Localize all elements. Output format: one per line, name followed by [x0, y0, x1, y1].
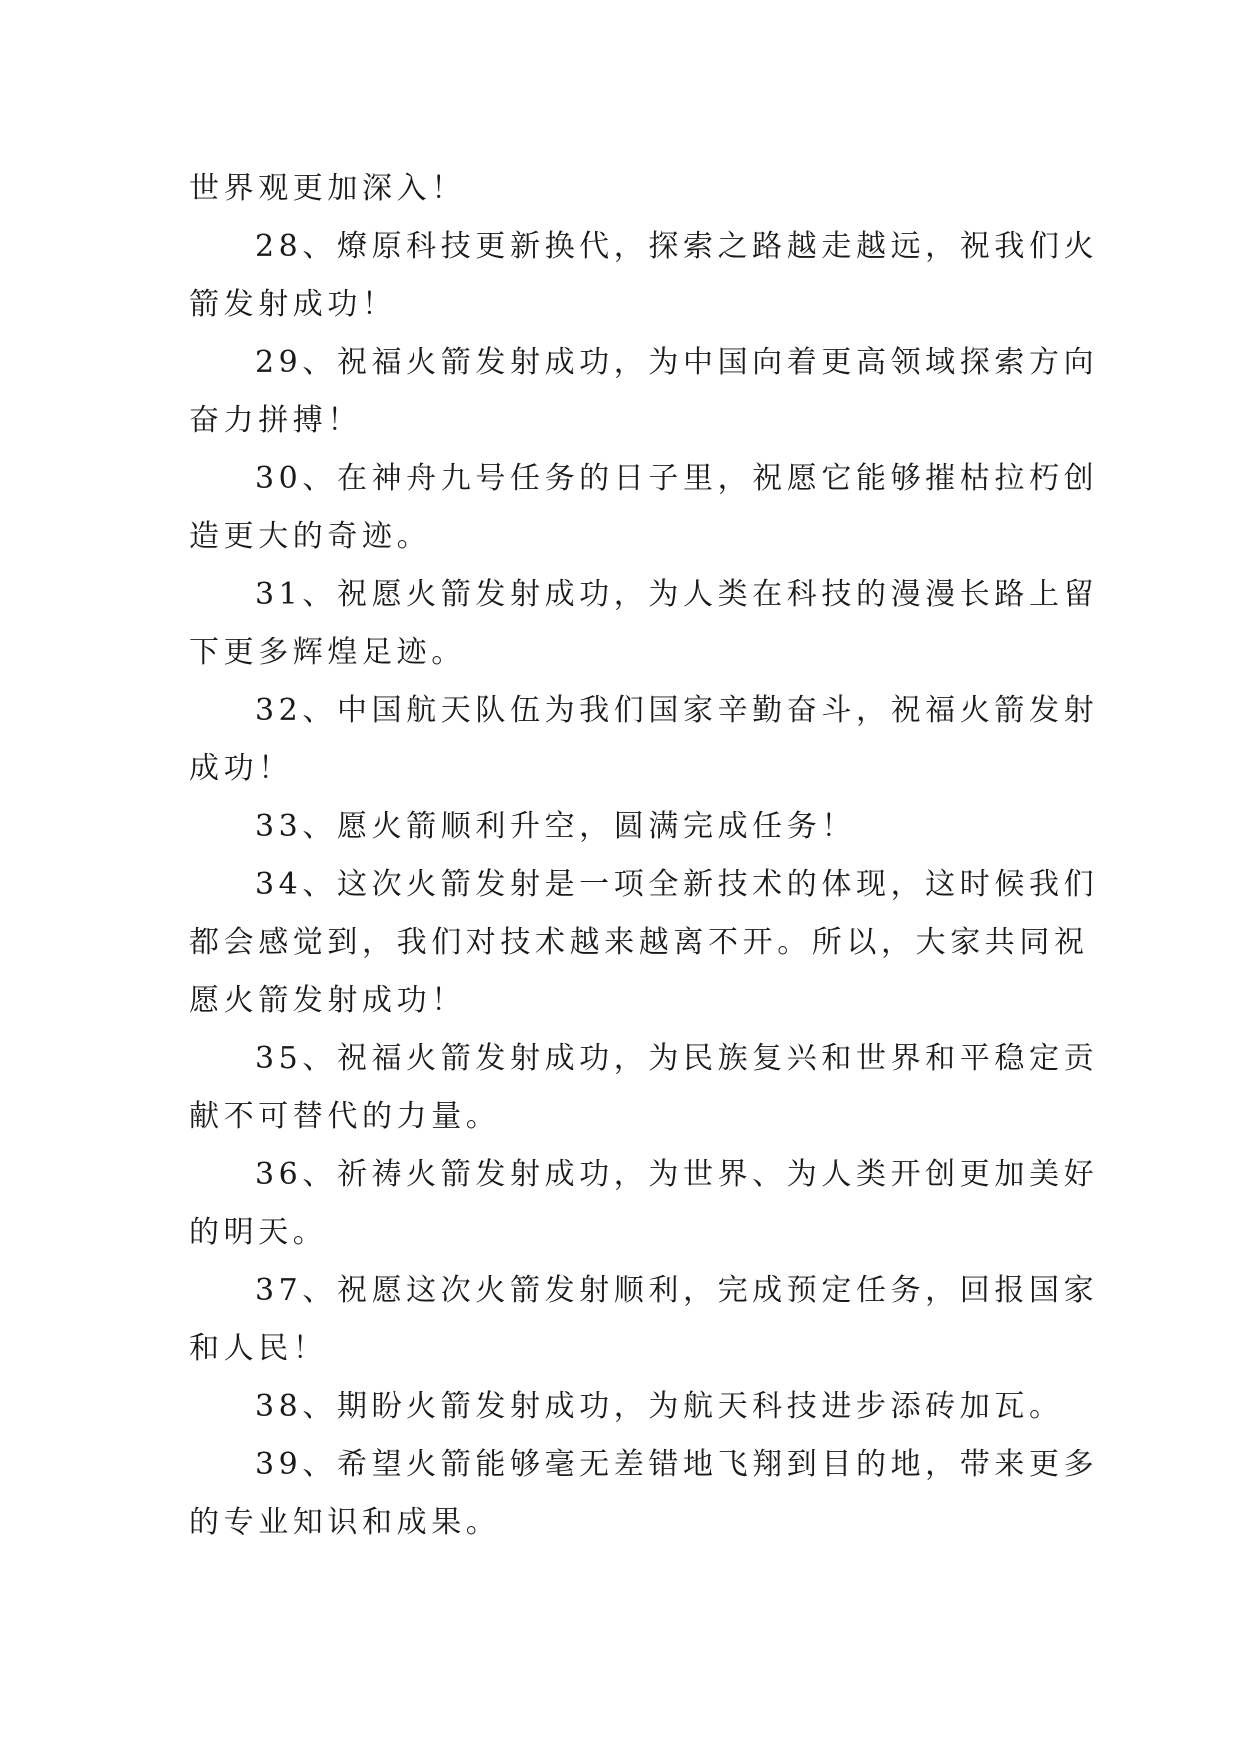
- text-line: 33、愿火箭顺利升空，圆满完成任务！: [255, 809, 856, 844]
- text-line: 都会感觉到，我们对技术越来越离不开。所以，大家共同祝: [189, 925, 1089, 960]
- text-line: 39、希望火箭能够毫无差错地飞翔到目的地，带来更多: [255, 1447, 1099, 1482]
- text-line: 献不可替代的力量。: [189, 1099, 501, 1134]
- text-line: 35、祝福火箭发射成功，为民族复兴和世界和平稳定贡: [255, 1041, 1099, 1076]
- text-line: 30、在神舟九号任务的日子里，祝愿它能够摧枯拉朽创: [255, 461, 1099, 496]
- text-line: 32、中国航天队伍为我们国家辛勤奋斗，祝福火箭发射: [255, 693, 1099, 728]
- text-line: 箭发射成功！: [189, 287, 397, 322]
- text-line: 成功！: [189, 751, 293, 786]
- text-line: 28、燎原科技更新换代，探索之路越走越远，祝我们火: [255, 229, 1099, 264]
- text-line: 37、祝愿这次火箭发射顺利，完成预定任务，回报国家: [255, 1273, 1099, 1308]
- text-line: 世界观更加深入！: [189, 171, 466, 206]
- text-line: 31、祝愿火箭发射成功，为人类在科技的漫漫长路上留: [255, 577, 1099, 612]
- text-line: 奋力拼搏！: [189, 403, 362, 438]
- text-line: 38、期盼火箭发射成功，为航天科技进步添砖加瓦。: [255, 1389, 1064, 1424]
- text-line: 造更大的奇迹。: [189, 519, 432, 554]
- text-line: 的明天。: [189, 1215, 328, 1250]
- text-line: 36、祈祷火箭发射成功，为世界、为人类开创更加美好: [255, 1157, 1099, 1192]
- document-body: [189, 160, 1099, 1552]
- text-line: 愿火箭发射成功！: [189, 983, 466, 1018]
- text-line: 和人民！: [189, 1331, 328, 1366]
- text-line: 34、这次火箭发射是一项全新技术的体现，这时候我们: [255, 867, 1099, 902]
- text-line: 29、祝福火箭发射成功，为中国向着更高领域探索方向: [255, 345, 1099, 380]
- text-line: 的专业知识和成果。: [189, 1505, 501, 1540]
- text-line: 下更多辉煌足迹。: [189, 635, 466, 670]
